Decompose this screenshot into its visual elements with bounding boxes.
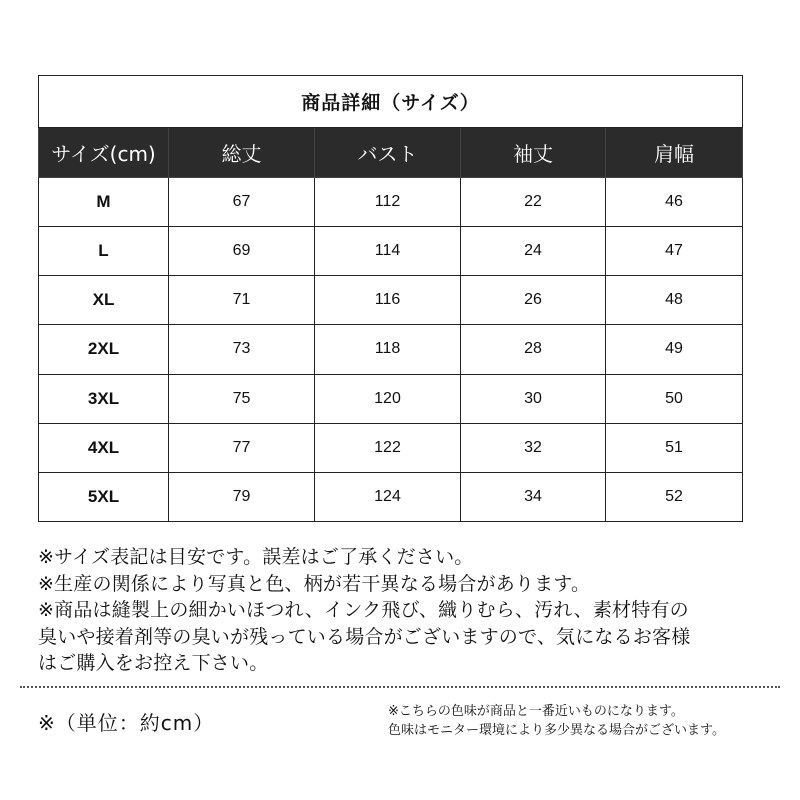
color-note-line: ※こちらの色味が商品と一番近いものになります。	[388, 704, 684, 719]
bust-cell: 118	[315, 325, 461, 374]
sleeve-cell: 34	[461, 472, 606, 521]
bust-cell: 112	[315, 178, 461, 227]
sleeve-cell: 30	[461, 374, 606, 423]
sleeve-cell: 26	[461, 276, 606, 325]
bust-cell: 120	[315, 374, 461, 423]
table-row	[39, 325, 743, 374]
bust-cell: 114	[315, 227, 461, 276]
header-size: サイズ(cm)	[39, 128, 169, 178]
table-row	[39, 472, 743, 521]
table-row	[39, 423, 743, 472]
size-cell: 4XL	[39, 423, 169, 472]
length-cell: 77	[169, 423, 315, 472]
shoulder-cell: 51	[606, 423, 743, 472]
header-bust: バスト	[315, 128, 461, 178]
table-title: 商品詳細（サイズ）	[39, 76, 743, 128]
note-line: ※サイズ表記は目安です。誤差はご了承ください。	[38, 546, 474, 568]
note-line: ※生産の関係により写真と色、柄が若干異なる場合があります。	[38, 572, 591, 595]
sleeve-cell: 32	[461, 423, 606, 472]
notes-section	[38, 544, 788, 677]
shoulder-cell: 46	[606, 178, 743, 227]
table-row	[39, 227, 743, 276]
length-cell: 73	[169, 325, 315, 374]
size-cell: M	[39, 178, 169, 227]
size-cell: 2XL	[39, 325, 169, 374]
header-shoulder: 肩幅	[606, 128, 743, 178]
table-row	[39, 374, 743, 423]
shoulder-cell: 47	[606, 227, 743, 276]
dotted-divider	[20, 686, 780, 688]
bust-cell: 116	[315, 276, 461, 325]
table-row	[39, 178, 743, 227]
note-line: 臭いや接着剤等の臭いが残っている場合がございますので、気になるお客様	[38, 625, 691, 648]
color-note	[388, 702, 788, 740]
size-cell: XL	[39, 276, 169, 325]
size-cell: L	[39, 227, 169, 276]
length-cell: 71	[169, 276, 315, 325]
shoulder-cell: 49	[606, 325, 743, 374]
size-cell: 3XL	[39, 374, 169, 423]
header-sleeve: 袖丈	[461, 128, 606, 178]
size-cell: 5XL	[39, 472, 169, 521]
sleeve-cell: 24	[461, 227, 606, 276]
note-line: ※商品は縫製上の細かいほつれ、インク飛び、織りむら、汚れ、素材特有の	[38, 599, 689, 621]
sleeve-cell: 28	[461, 325, 606, 374]
length-cell: 79	[169, 472, 315, 521]
shoulder-cell: 48	[606, 276, 743, 325]
sleeve-cell: 22	[461, 178, 606, 227]
shoulder-cell: 50	[606, 374, 743, 423]
header-length: 総丈	[169, 128, 315, 178]
length-cell: 75	[169, 374, 315, 423]
shoulder-cell: 52	[606, 472, 743, 521]
color-note-line: 色味はモニター環境により多少異なる場合がございます。	[388, 723, 725, 738]
size-table	[38, 75, 743, 522]
table-row	[39, 276, 743, 325]
bust-cell: 124	[315, 472, 461, 521]
bust-cell: 122	[315, 423, 461, 472]
note-line: はご購入をお控え下さい。	[38, 652, 269, 674]
header-row	[39, 128, 743, 178]
unit-note: ※（単位：約cm）	[38, 711, 215, 735]
length-cell: 69	[169, 227, 315, 276]
length-cell: 67	[169, 178, 315, 227]
